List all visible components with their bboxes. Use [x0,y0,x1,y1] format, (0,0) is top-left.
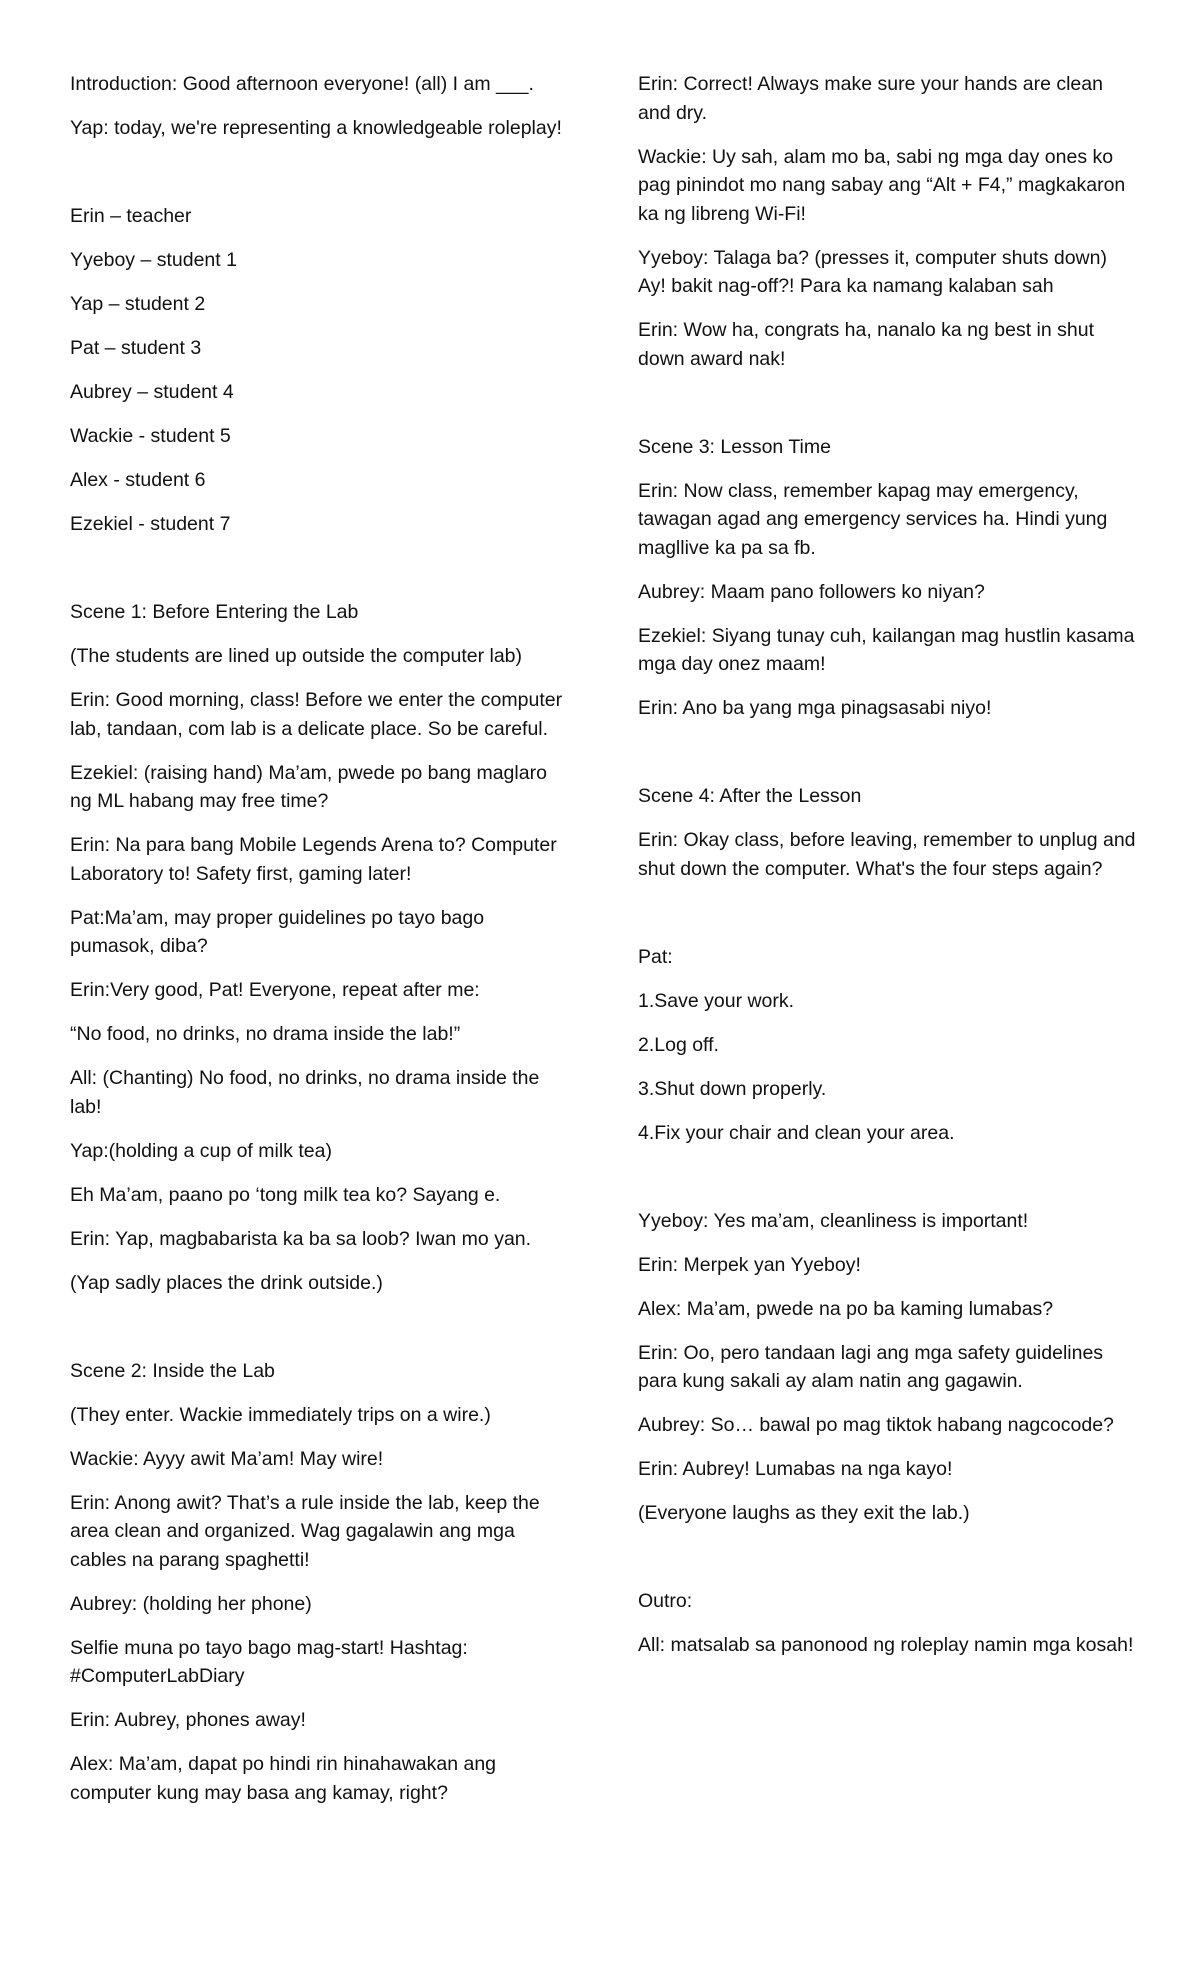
left-paragraph: Alex: Ma’am, dapat po hindi rin hinahawakan ang computer kung may basa ang kamay, right? [70,1753,502,1804]
right-spacer [638,1543,1138,1572]
right-paragraph: Ezekiel: Siyang tunay cuh, kailangan mag hustlin kasama mga day onez maam! [638,624,1140,675]
left-paragraph: Erin: Na para bang Mobile Legends Arena to? Computer Laboratory to! Safety first, gaming later! [70,834,563,885]
left-paragraph: Eh Ma’am, paano po ‘tong milk tea ko? Sayang e. [70,1183,501,1206]
left-paragraph: Erin: Yap, magbabarista ka ba sa loob? Iwan mo yan. [70,1227,532,1250]
left-paragraph: Introduction: Good afternoon everyone! (all) I am ___. [70,73,534,95]
right-paragraph: Alex: Ma’am, pwede na po ba kaming lumabas? [638,1297,1054,1320]
left-paragraph: Scene 1: Before Entering the Lab [70,601,359,623]
left-paragraph: Alex - student 6 [70,469,206,491]
left-spacer [70,158,570,187]
left-paragraph: Erin – teacher [70,205,192,227]
left-paragraph: (The students are lined up outside the computer lab) [70,645,523,667]
right-paragraph: Aubrey: So… bawal po mag tiktok habang nagcocode? [638,1414,1114,1436]
left-paragraph: Yap: today, we're representing a knowledgeable roleplay! [70,117,562,139]
right-paragraph: Erin: Now class, remember kapag may emergency, tawagan agad ang emergency services ha. Hindi yung magllive ka pa sa fb. [638,479,1113,559]
left-paragraph: Yyeboy – student 1 [70,249,237,271]
left-spacer [70,1313,570,1342]
left-paragraph: Selfie muna po tayo bago mag-start! Hashtag: #ComputerLabDiary [70,1636,474,1687]
right-column [638,70,1141,1675]
right-paragraph: (Everyone laughs as they exit the lab.) [638,1502,970,1524]
left-paragraph: “No food, no drinks, no drama inside the lab!” [70,1023,461,1045]
left-paragraph: Erin: Good morning, class! Before we enter the computer lab, tandaan, com lab is a delicate place. So be careful. [70,689,568,740]
right-paragraph: Erin: Oo, pero tandaan lagi ang mga safety guidelines para kung sakali ay alam natin ang gagawin. [638,1341,1109,1392]
left-paragraph: Wackie: Ayyy awit Ma’am! May wire! [70,1447,384,1470]
left-paragraph: Pat – student 3 [70,337,202,359]
left-spacer [70,554,570,583]
right-paragraph: Erin: Wow ha, congrats ha, nanalo ka ng best in shut down award nak! [638,319,1100,370]
left-paragraph: All: (Chanting) No food, no drinks, no drama inside the lab! [70,1067,545,1118]
left-paragraph: Scene 2: Inside the Lab [70,1359,275,1382]
right-paragraph: Erin: Aubrey! Lumabas na nga kayo! [638,1458,953,1480]
left-column [70,70,570,1823]
right-paragraph: Erin: Ano ba yang mga pinagsasabi niyo! [638,697,992,719]
left-paragraph: Pat:Ma’am, may proper guidelines po tayo bago pumasok, diba? [70,906,490,957]
right-paragraph: Yyeboy: Yes ma’am, cleanliness is important! [638,1209,1029,1232]
left-paragraph: Ezekiel: (raising hand) Ma’am, pwede po bang maglaro ng ML habang may free time? [70,761,553,812]
right-paragraph: All: matsalab sa panonood ng roleplay namin mga kosah! [638,1634,1134,1656]
right-paragraph: 2.Log off. [638,1033,719,1056]
right-spacer [638,899,1138,928]
left-paragraph: Erin:Very good, Pat! Everyone, repeat after me: [70,979,480,1001]
right-paragraph: Outro: [638,1590,693,1612]
left-paragraph: Aubrey: (holding her phone) [70,1592,312,1615]
left-paragraph: Aubrey – student 4 [70,381,234,403]
right-spacer [638,389,1138,418]
right-paragraph: 1.Save your work. [638,989,795,1012]
right-paragraph: Yyeboy: Talaga ba? (presses it, computer shuts down) Ay! bakit nag-off?! Para ka namang kalaban sah [638,246,1112,297]
right-spacer [638,1163,1138,1192]
right-spacer [638,738,1138,767]
left-paragraph: Wackie - student 5 [70,425,231,447]
left-paragraph: Erin: Anong awit? That’s a rule inside the lab, keep the area clean and organized. Wag gagalawin ang mga cables na parang spaghetti! [70,1491,546,1571]
right-paragraph: Pat: [638,945,673,968]
right-paragraph: Scene 4: After the Lesson [638,785,862,807]
left-paragraph: Erin: Aubrey, phones away! [70,1709,306,1731]
right-paragraph: Erin: Correct! Always make sure your hands are clean and dry. [638,73,1109,124]
right-paragraph: Erin: Merpek yan Yyeboy! [638,1253,861,1276]
right-paragraph: Wackie: Uy sah, alam mo ba, sabi ng mga day ones ko pag pinindot mo nang sabay ang “Alt + F4,” magkakaron ka ng libreng Wi-Fi! [638,145,1131,225]
left-paragraph: Yap:(holding a cup of milk tea) [70,1139,332,1162]
right-paragraph: 3.Shut down properly. [638,1077,827,1100]
left-paragraph: (They enter. Wackie immediately trips on a wire.) [70,1403,491,1426]
right-paragraph: Erin: Okay class, before leaving, remember to unplug and shut down the computer. What's the four steps again? [638,829,1141,880]
right-paragraph: 4.Fix your chair and clean your area. [638,1121,955,1144]
right-paragraph: Aubrey: Maam pano followers ko niyan? [638,580,985,603]
left-paragraph: Ezekiel - student 7 [70,513,231,535]
right-paragraph: Scene 3: Lesson Time [638,435,831,458]
left-paragraph: (Yap sadly places the drink outside.) [70,1271,383,1294]
left-paragraph: Yap – student 2 [70,293,206,315]
